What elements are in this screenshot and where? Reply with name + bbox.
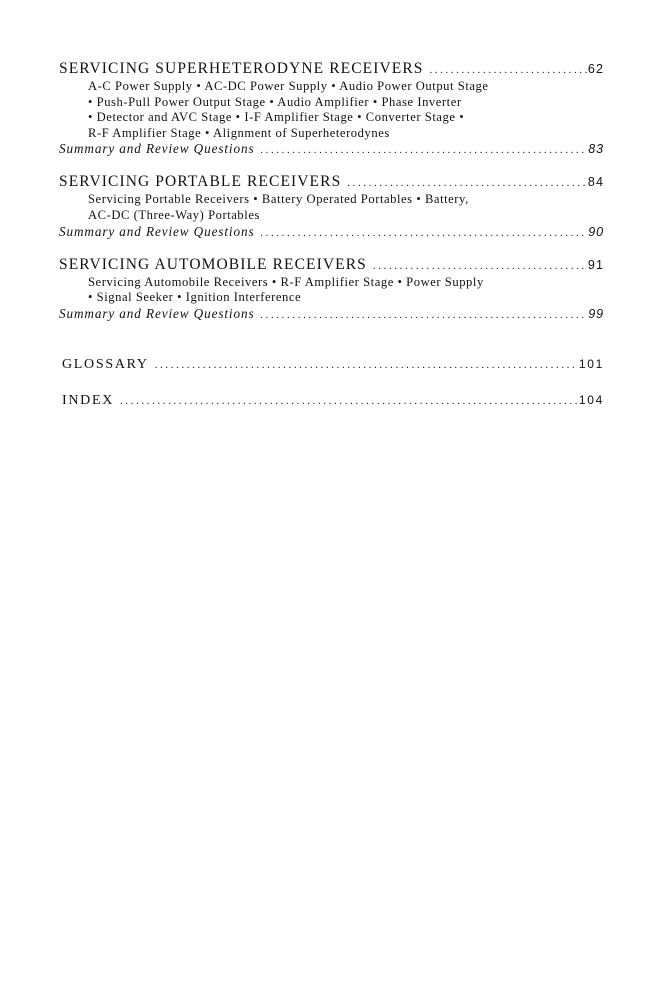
dot-leader <box>261 225 588 241</box>
index-title: INDEX <box>62 392 115 408</box>
summary-label: Summary and Review Questions <box>59 305 255 321</box>
glossary-title: GLOSSARY <box>62 356 149 372</box>
page-number: 90 <box>588 224 604 239</box>
topic-line: • Signal Seeker • Ignition Interference <box>88 290 302 305</box>
topic-line: • Push-Pull Power Output Stage • Audio Amplifier • Phase Inverter <box>88 94 462 109</box>
dot-leader <box>261 307 588 323</box>
spacer <box>59 374 604 391</box>
page-number: 104 <box>578 392 604 407</box>
dot-leader <box>120 392 578 410</box>
summary-entry <box>59 224 604 241</box>
chapter-topics <box>59 275 604 306</box>
summary-label: Summary and Review Questions <box>59 223 255 239</box>
page-number: 84 <box>587 175 604 190</box>
glossary-entry <box>59 355 604 374</box>
chapter-title: SERVICING AUTOMOBILE RECEIVERS <box>59 255 367 273</box>
summary-entry <box>59 141 604 158</box>
dot-leader <box>155 356 578 374</box>
dot-leader <box>373 257 587 275</box>
topic-line: Servicing Automobile Receivers • R-F Amplifier Stage • Power Supply <box>88 274 484 289</box>
chapter-entry <box>59 173 604 192</box>
toc-section-superheterodyne <box>59 60 604 158</box>
page-number: 101 <box>578 356 604 371</box>
topic-line: AC-DC (Three-Way) Portables <box>88 207 260 222</box>
index-entry <box>59 391 604 410</box>
summary-label: Summary and Review Questions <box>59 141 255 157</box>
page-number: 83 <box>588 142 604 157</box>
page-number: 99 <box>588 306 604 321</box>
chapter-title: SERVICING PORTABLE RECEIVERS <box>59 173 342 191</box>
chapter-topics <box>59 79 604 141</box>
toc-section-portable <box>59 173 604 240</box>
page-number: 62 <box>587 62 604 76</box>
topic-line: A-C Power Supply • AC-DC Power Supply • Audio Power Output Stage <box>88 79 489 93</box>
topic-line: R-F Amplifier Stage • Alignment of Superheterodynes <box>88 125 390 140</box>
topic-line: • Detector and AVC Stage • I-F Amplifier Stage • Converter Stage • <box>88 110 465 125</box>
chapter-entry <box>59 60 604 79</box>
chapter-title: SERVICING SUPERHETERODYNE RECEIVERS <box>59 60 424 77</box>
dot-leader <box>261 142 588 158</box>
dot-leader <box>347 174 587 192</box>
summary-entry <box>59 306 604 323</box>
table-of-contents <box>59 60 604 410</box>
topic-line: Servicing Portable Receivers • Battery Operated Portables • Battery, <box>88 192 469 207</box>
spacer <box>59 338 604 355</box>
dot-leader <box>430 61 587 79</box>
page-number: 91 <box>587 257 604 272</box>
chapter-entry <box>59 256 604 275</box>
toc-section-automobile <box>59 256 604 323</box>
chapter-topics <box>59 192 604 223</box>
